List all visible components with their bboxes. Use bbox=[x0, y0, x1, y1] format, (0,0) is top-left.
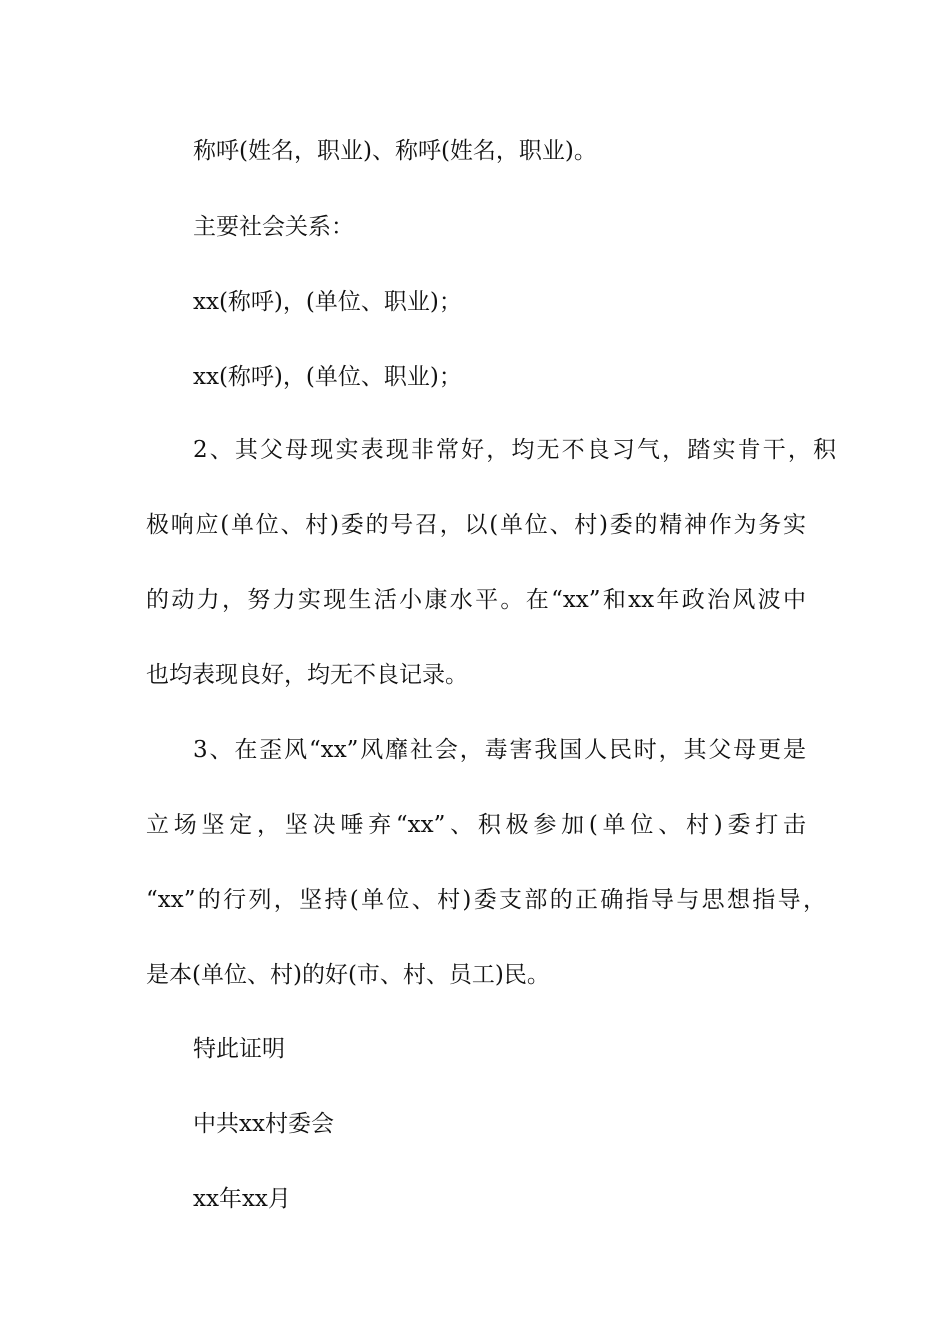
text-line-relation-1: xx(称呼)，(单位、职业)； bbox=[193, 289, 462, 315]
paragraph-2-line-3: 的动力，努力实现生活小康水平。在“xx”和xx年政治风波中 bbox=[146, 587, 806, 613]
paragraph-3-line-1: 3、在歪风“xx”风靡社会，毒害我国人民时，其父母更是 bbox=[193, 737, 806, 763]
paragraph-2-line-4: 也均表现良好，均无不良记录。 bbox=[146, 662, 468, 688]
text-line-relatives: 称呼(姓名，职业)、称呼(姓名，职业)。 bbox=[193, 138, 597, 164]
text-line-relation-2: xx(称呼)，(单位、职业)； bbox=[193, 364, 462, 390]
text-line-social-relations-heading: 主要社会关系： bbox=[193, 214, 354, 240]
paragraph-2-line-1: 2、其父母现实表现非常好，均无不良习气，踏实肯干，积 bbox=[193, 437, 836, 463]
paragraph-3-line-3: “xx”的行列，坚持(单位、村)委支部的正确指导与思想指导， bbox=[146, 887, 826, 913]
paragraph-2-line-2: 极响应(单位、村)委的号召，以(单位、村)委的精神作为务实 bbox=[146, 512, 806, 538]
issue-date: xx年xx月 bbox=[193, 1186, 291, 1212]
paragraph-3-line-2: 立场坚定，坚决唾弃“xx”、积极参加(单位、村)委打击 bbox=[146, 812, 806, 838]
issuer-name: 中共xx村委会 bbox=[193, 1111, 334, 1137]
closing-certification: 特此证明 bbox=[193, 1036, 285, 1062]
paragraph-3-line-4: 是本(单位、村)的好(市、村、员工)民。 bbox=[146, 962, 550, 988]
